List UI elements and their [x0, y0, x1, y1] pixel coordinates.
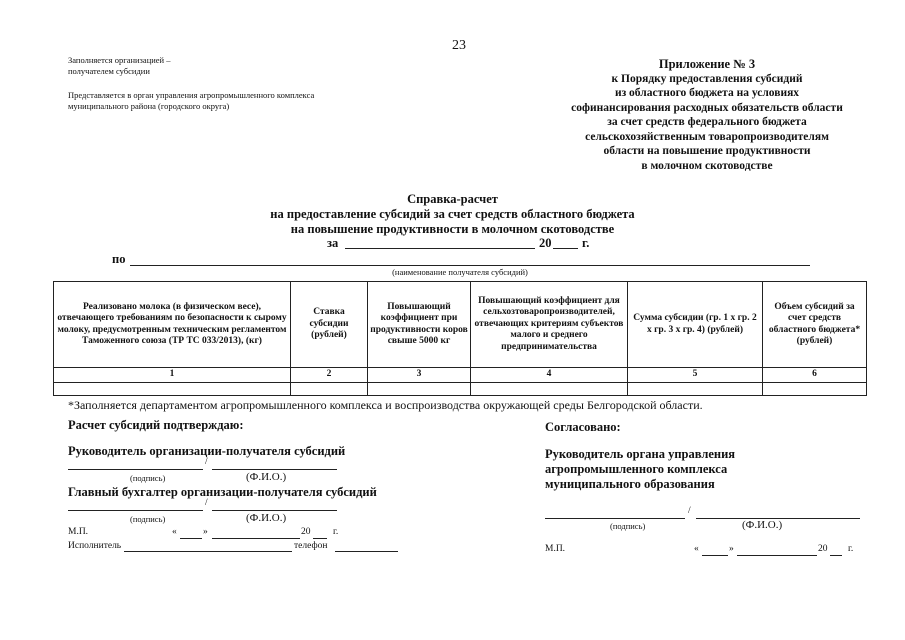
column-number: 1	[54, 368, 291, 383]
accountant-signature-field[interactable]	[68, 510, 203, 511]
executor-field[interactable]	[124, 551, 292, 552]
month-field[interactable]	[212, 538, 300, 539]
accountant-fio-field[interactable]	[212, 510, 337, 511]
slash: /	[688, 506, 691, 516]
period-year-suffix: г.	[582, 236, 590, 250]
table-header-row	[54, 282, 867, 368]
slash: /	[205, 498, 208, 508]
head-label: Руководитель организации-получателя субсидий	[68, 444, 346, 458]
year-field[interactable]	[313, 538, 327, 539]
column-number: 4	[471, 368, 628, 383]
table-cell-input[interactable]	[763, 382, 867, 395]
year-suffix: г.	[848, 544, 854, 554]
appendix-line: софинансирования расходных обязательств области	[571, 101, 843, 114]
table-header-cell: Ставка субсидии (рублей)	[291, 282, 368, 368]
authority-signature-field[interactable]	[545, 518, 685, 519]
period-year: 20	[539, 236, 552, 250]
phone-field[interactable]	[335, 551, 398, 552]
appendix-line: из областного бюджета на условиях	[614, 87, 800, 99]
confirm-label: Расчет субсидий подтверждаю:	[68, 418, 244, 432]
page-number: 23	[452, 38, 466, 53]
appendix-line: в молочном скотоводстве	[641, 159, 773, 172]
signature-caption: (подпись)	[130, 473, 166, 483]
doc-title: Справка-расчет	[407, 192, 498, 206]
appendix-title: Приложение № 3	[658, 57, 756, 71]
fill-note-line1: Заполняется организацией –	[68, 55, 171, 65]
year-field[interactable]	[830, 555, 842, 556]
table-cell-input[interactable]	[368, 382, 471, 395]
table-cell-input[interactable]	[471, 382, 628, 395]
quote-open: «	[694, 544, 699, 554]
authority-line: агропромышленного комплекса	[545, 462, 728, 476]
table-cell-input[interactable]	[291, 382, 368, 395]
fill-note	[68, 55, 171, 77]
doc-subtitle-2: на повышение продуктивности в молочном скотоводстве	[290, 222, 615, 236]
year-prefix: 20	[818, 544, 828, 554]
table-cell-input[interactable]	[628, 382, 763, 395]
appendix-line: области на повышение продуктивности	[603, 145, 811, 157]
period-field[interactable]	[345, 248, 535, 249]
footnote: *Заполняется департаментом агропромышленного комплекса и воспроизводства окружающей среды Белгородской области.	[68, 398, 703, 412]
agreed-label: Согласовано:	[545, 420, 621, 434]
recipient-caption: (наименование получателя субсидий)	[392, 267, 528, 277]
appendix-header	[542, 57, 872, 173]
year-prefix: 20	[301, 527, 311, 537]
appendix-line: за счет средств федерального бюджета	[607, 116, 807, 128]
recipient-field[interactable]	[130, 265, 810, 266]
table-header-cell: Объем субсидий за счет средств областного бюджета* (рублей)	[763, 282, 867, 368]
quote-close: »	[203, 527, 208, 537]
signature-caption: (подпись)	[610, 521, 646, 531]
phone-label: телефон	[294, 541, 328, 551]
head-signature-field[interactable]	[68, 469, 203, 470]
quote-open: «	[172, 527, 177, 537]
quote-close: »	[729, 544, 734, 554]
month-field[interactable]	[737, 555, 817, 556]
subsidy-table	[53, 281, 867, 396]
table-number-row	[54, 368, 867, 383]
column-number: 3	[368, 368, 471, 383]
column-number: 6	[763, 368, 867, 383]
fio-caption: (Ф.И.О.)	[742, 519, 783, 531]
signature-caption: (подпись)	[130, 514, 166, 524]
year-suffix: г.	[333, 527, 339, 537]
slash: /	[205, 457, 208, 467]
executor-label: Исполнитель	[68, 541, 122, 551]
day-field[interactable]	[702, 555, 728, 556]
table-header-cell: Реализовано молока (в физическом весе), отвечающего требованиям по безопасности к сырому молоку, предусмотренным техническим регламентом Таможенного союза (ТР ТС 033/2013), (кг)	[54, 282, 291, 368]
submit-note	[68, 90, 314, 112]
authority-line: Руководитель органа управления	[545, 447, 736, 461]
stamp-label: М.П.	[68, 527, 89, 537]
table-row	[54, 382, 867, 395]
stamp-label: М.П.	[545, 544, 566, 554]
day-field[interactable]	[180, 538, 202, 539]
year-field[interactable]	[553, 248, 578, 249]
table-header-cell: Повышающий коэффициент при продуктивности коров свыше 5000 кг	[368, 282, 471, 368]
submit-note-line2: муниципального района (городского округа)	[68, 101, 230, 111]
table-cell-input[interactable]	[54, 382, 291, 395]
column-number: 2	[291, 368, 368, 383]
fio-caption: (Ф.И.О.)	[246, 512, 287, 524]
appendix-line: к Порядку предоставления субсидий	[611, 72, 803, 85]
authority-line: муниципального образования	[545, 477, 715, 491]
po-label: по	[112, 252, 126, 266]
table-header-cell: Повышающий коэффициент для сельхозтоваропроизводителей, отвечающих критериям субъектов малого и среднего предпринимательства	[471, 282, 628, 368]
table-header-cell: Сумма субсидии (гр. 1 х гр. 2 х гр. 3 х гр. 4) (рублей)	[628, 282, 763, 368]
doc-subtitle: на предоставление субсидий за счет средств областного бюджета	[270, 207, 635, 221]
authority-label	[545, 447, 735, 492]
appendix-line: сельскохозяйственным товаропроизводителям	[585, 130, 829, 143]
fill-note-line2: получателем субсидии	[68, 66, 150, 76]
fio-caption: (Ф.И.О.)	[246, 471, 287, 483]
column-number: 5	[628, 368, 763, 383]
submit-note-line1: Представляется в орган управления агропромышленного комплекса	[68, 90, 315, 100]
period-label: за	[327, 236, 339, 250]
accountant-label: Главный бухгалтер организации-получателя субсидий	[68, 485, 377, 499]
head-fio-field[interactable]	[212, 469, 337, 470]
